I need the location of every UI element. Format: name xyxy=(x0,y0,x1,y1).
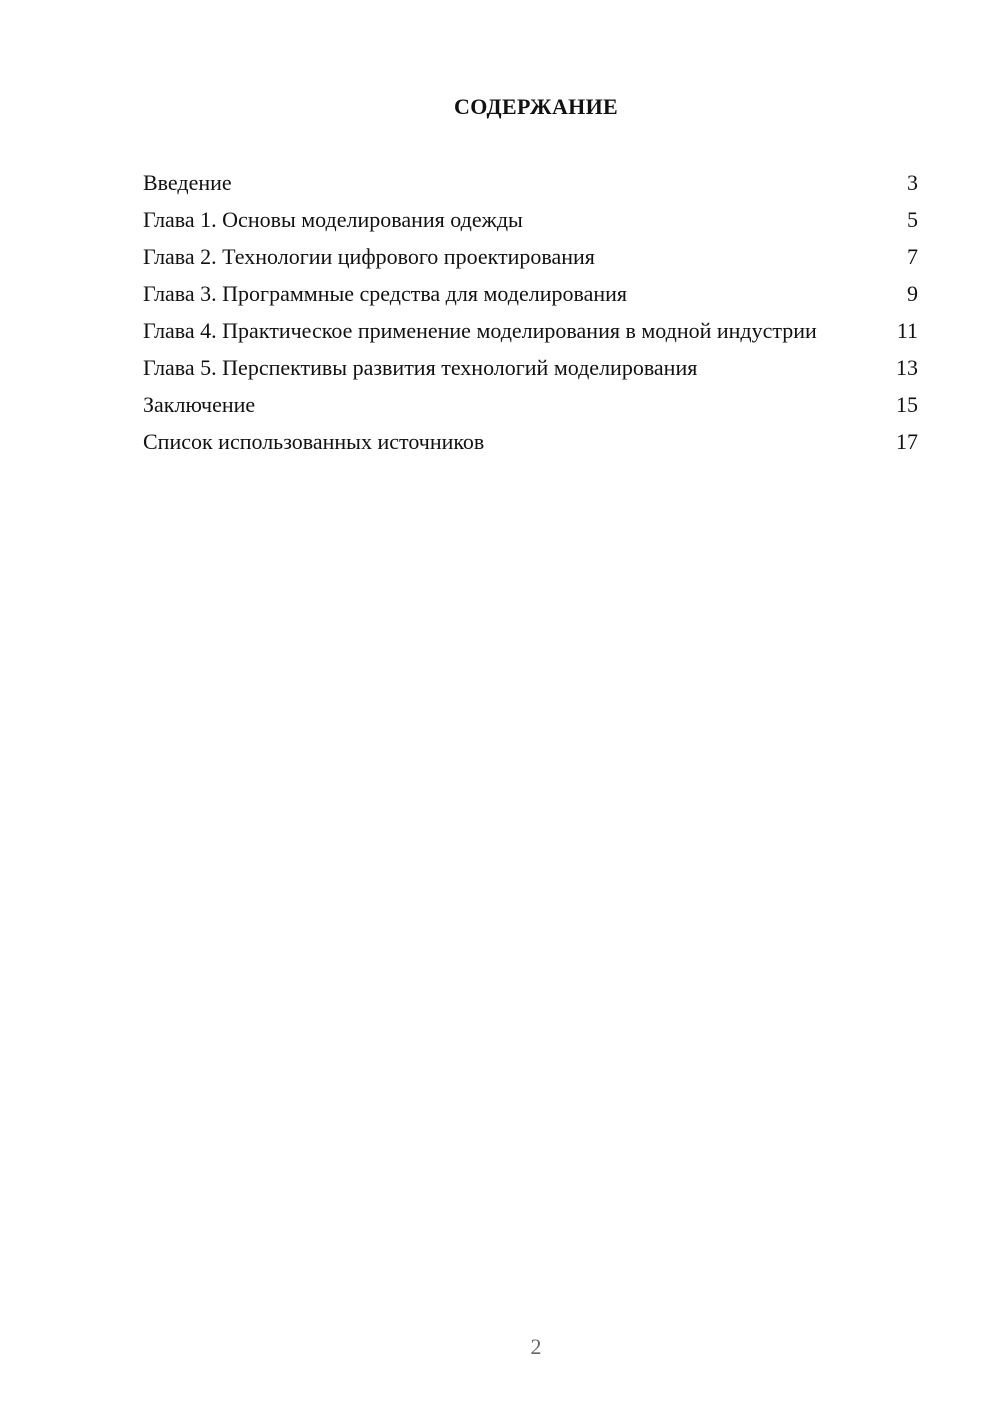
toc-entry-chapter-5 xyxy=(143,354,918,382)
toc-entry-page: 11 xyxy=(896,318,918,343)
toc-entry-page: 3 xyxy=(907,170,918,195)
toc-entry-page: 13 xyxy=(896,355,918,380)
toc-entry-introduction xyxy=(143,169,918,197)
toc-entry-page: 15 xyxy=(896,392,918,417)
toc-entry-page: 17 xyxy=(896,429,918,454)
toc-entry-references xyxy=(143,428,918,456)
toc-entry-chapter-3 xyxy=(143,280,918,308)
toc-entry-page: 7 xyxy=(907,244,918,269)
toc-entry-text: Заключение xyxy=(143,392,256,417)
toc-entry-page: 5 xyxy=(907,207,918,232)
table-of-contents xyxy=(143,169,918,465)
toc-entry-text: Введение xyxy=(143,170,232,195)
toc-entry-text: Глава 4. Практическое применение моделирования в модной индустрии xyxy=(143,318,817,343)
toc-entry-text: Глава 2. Технологии цифрового проектирования xyxy=(143,244,595,269)
toc-entry-text: Глава 5. Перспективы развития технологий моделирования xyxy=(143,355,698,380)
toc-entry-text: Глава 3. Программные средства для моделирования xyxy=(143,281,627,306)
toc-title: СОДЕРЖАНИЕ xyxy=(454,94,618,119)
toc-entry-page: 9 xyxy=(907,281,918,306)
toc-entry-text: Список использованных источников xyxy=(143,429,485,454)
toc-entry-text: Глава 1. Основы моделирования одежды xyxy=(143,207,523,232)
toc-entry-chapter-4 xyxy=(143,317,918,345)
toc-entry-chapter-2 xyxy=(143,243,918,271)
toc-entry-chapter-1 xyxy=(143,206,918,234)
toc-entry-conclusion xyxy=(143,391,918,419)
page-number: 2 xyxy=(530,1334,542,1359)
